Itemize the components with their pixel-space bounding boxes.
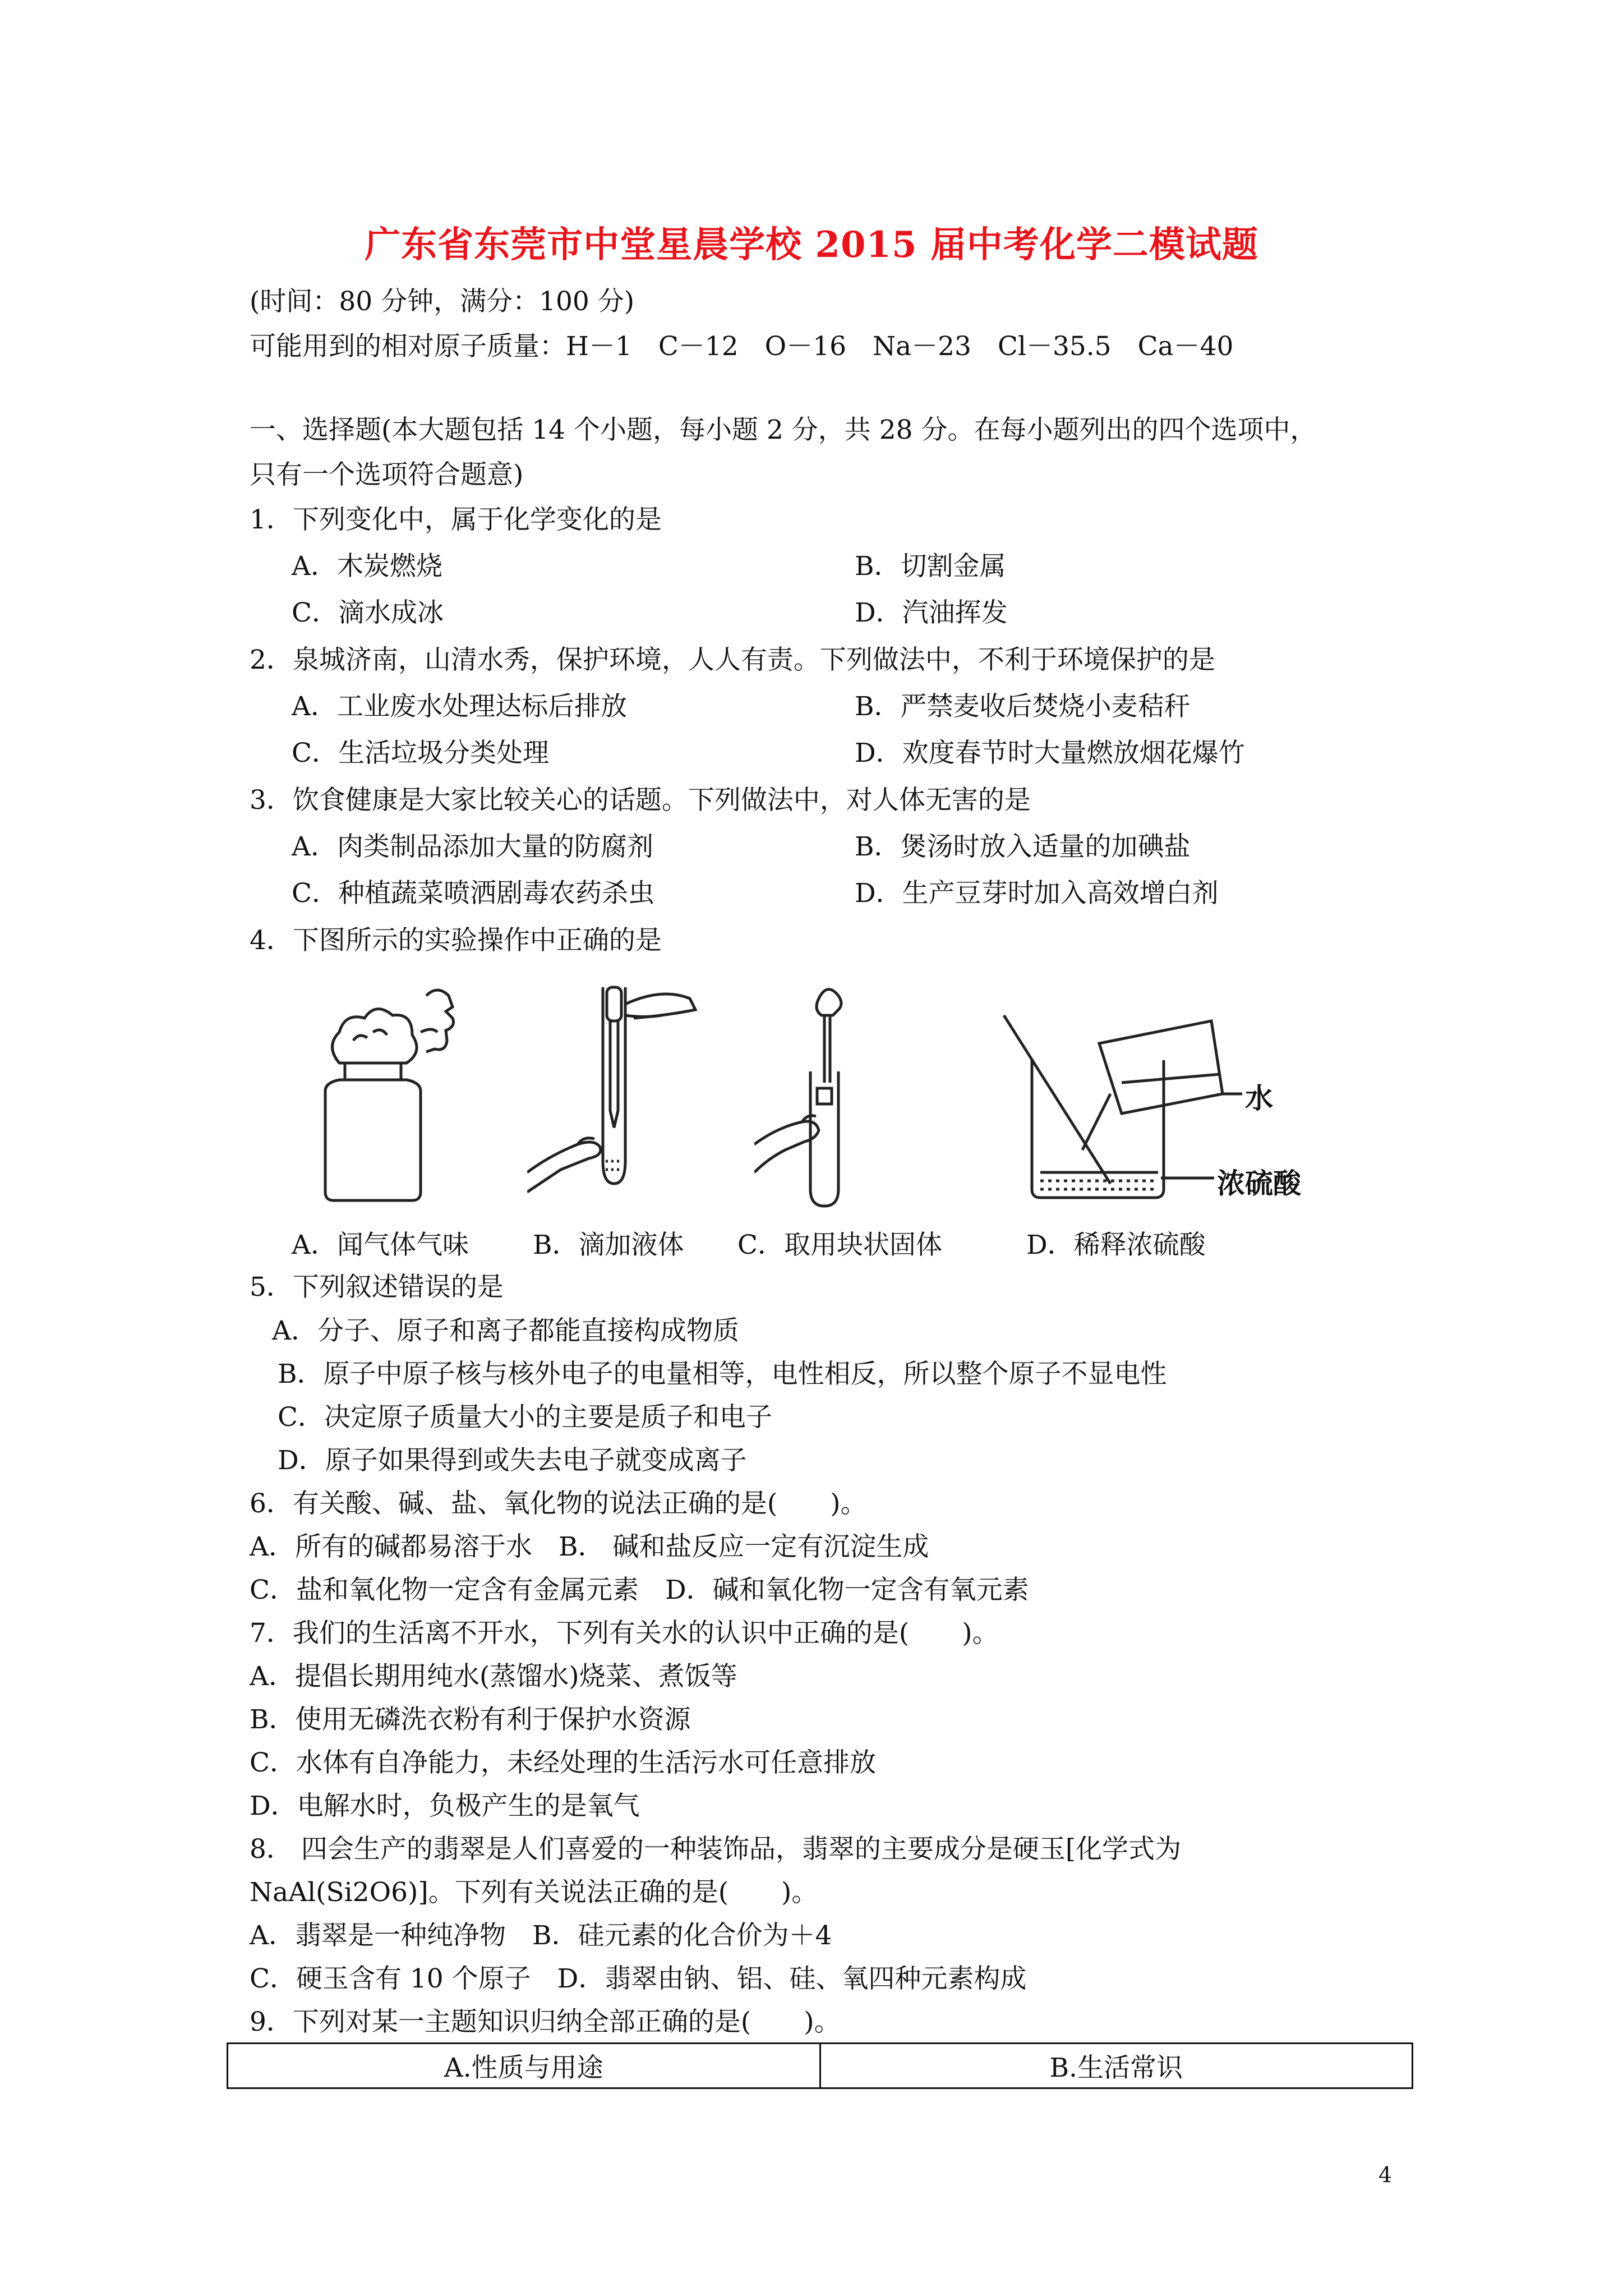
question-2-option-d: D．欢度春节时大量燃放烟花爆竹	[855, 738, 1245, 769]
question-4-option-b: B．滴加液体	[533, 1230, 684, 1260]
question-6-options-ab: A．所有的碱都易溶于水 B． 碱和盐反应一定有沉淀生成	[250, 1531, 929, 1562]
water-label: 水	[1245, 1082, 1273, 1115]
question-3-option-b: B．煲汤时放入适量的加碘盐	[855, 831, 1191, 862]
question-2-option-a: A．工业废水处理达标后排放	[292, 691, 627, 722]
question-6-stem: 6．有关酸、碱、盐、氧化物的说法正确的是( )。	[250, 1488, 867, 1519]
question-4-option-c: C．取用块状固体	[737, 1230, 942, 1260]
question-1-option-d: D．汽油挥发	[855, 597, 1008, 628]
section1-header-line1: 一、选择题(本大题包括 14 个小题，每小题 2 分，共 28 分。在每小题列出的四个选项中，	[250, 415, 1317, 445]
table-header-b: B.生活常识	[819, 2044, 1412, 2087]
question-3-option-d: D．生产豆芽时加入高效增白剂	[855, 878, 1219, 909]
dropper-figure	[527, 976, 707, 1212]
question-9-table	[227, 2042, 1413, 2089]
question-1-option-a: A．木炭燃烧	[292, 551, 442, 582]
question-4-stem: 4．下图所示的实验操作中正确的是	[250, 925, 662, 956]
question-4-option-d: D．稀释浓硫酸	[1026, 1230, 1206, 1260]
question-2-option-c: C．生活垃圾分类处理	[292, 738, 549, 769]
question-7-stem: 7．我们的生活离不开水，下列有关水的认识中正确的是( )。	[250, 1618, 999, 1649]
question-1-option-b: B．切割金属	[855, 551, 1006, 582]
atomic-mass-info: 可能用到的相对原子质量：H－1 C－12 O－16 Na－23 Cl－35.5 Ca－40	[250, 331, 1234, 362]
question-3-option-c: C．种植蔬菜喷洒剧毒农药杀虫	[292, 878, 654, 909]
section1-header-line2: 只有一个选项符合题意)	[250, 459, 524, 490]
question-5-option-d: D．原子如果得到或失去电子就变成离子	[278, 1445, 747, 1476]
question-5-option-b: B．原子中原子核与核外电子的电量相等，电性相反，所以整个原子不显电性	[278, 1359, 1167, 1389]
question-1-stem: 1．下列变化中，属于化学变化的是	[250, 504, 662, 535]
question-2-stem: 2．泉城济南，山清水秀，保护环境，人人有责。下列做法中，不利于环境保护的是	[250, 645, 1215, 675]
question-7-option-a: A．提倡长期用纯水(蒸馏水)烧菜、煮饭等	[250, 1661, 737, 1692]
table-header-a: A.性质与用途	[444, 2053, 603, 2083]
smell-gas-figure	[306, 979, 468, 1209]
question-6-options-cd: C．盐和氧化物一定含有金属元素 D．碱和氧化物一定含有氧元素	[250, 1575, 1029, 1605]
question-9-stem: 9．下列对某一主题知识归纳全部正确的是( )。	[250, 2007, 841, 2037]
question-8-stem-line2: NaAl(Si2O6)]。下列有关说法正确的是( )。	[250, 1877, 818, 1908]
question-7-option-c: C．水体有自净能力，未经处理的生活污水可任意排放	[250, 1747, 876, 1778]
question-8-stem-line1: 8． 四会生产的翡翠是人们喜爱的一种装饰品，翡翠的主要成分是硬玉[化学式为	[250, 1834, 1182, 1865]
question-8-options-ab: A．翡翠是一种纯净物 B．硅元素的化合价为＋4	[250, 1920, 832, 1951]
question-3-stem: 3．饮食健康是大家比较关心的话题。下列做法中，对人体无害的是	[250, 785, 1031, 816]
question-3-option-a: A．肉类制品添加大量的防腐剂	[292, 831, 653, 862]
question-5-option-a: A．分子、原子和离子都能直接构成物质	[272, 1315, 739, 1346]
exam-time-info: (时间：80 分钟，满分：100 分)	[250, 286, 635, 317]
question-8-options-cd: C．硬玉含有 10 个原子 D．翡翠由钠、铝、硅、氧四种元素构成	[250, 1963, 1027, 1994]
question-2-option-b: B．严禁麦收后焚烧小麦秸秆	[855, 691, 1191, 722]
question-7-option-d: D．电解水时，负极产生的是氧气	[250, 1791, 640, 1821]
question-7-option-b: B．使用无磷洗衣粉有利于保护水资源	[250, 1704, 691, 1735]
question-5-option-c: C．决定原子质量大小的主要是质子和电子	[278, 1402, 772, 1433]
concentrated-acid-label: 浓硫酸	[1217, 1167, 1301, 1200]
question-1-option-c: C．滴水成冰	[292, 597, 444, 628]
question-5-stem: 5．下列叙述错误的是	[250, 1272, 504, 1303]
block-solid-figure	[754, 982, 900, 1212]
page-title: 广东省东莞市中堂星晨学校 2015 届中考化学二模试题	[365, 224, 1258, 266]
question-4-option-a: A．闻气体气味	[292, 1230, 469, 1260]
page-number: 4	[1378, 2162, 1393, 2187]
